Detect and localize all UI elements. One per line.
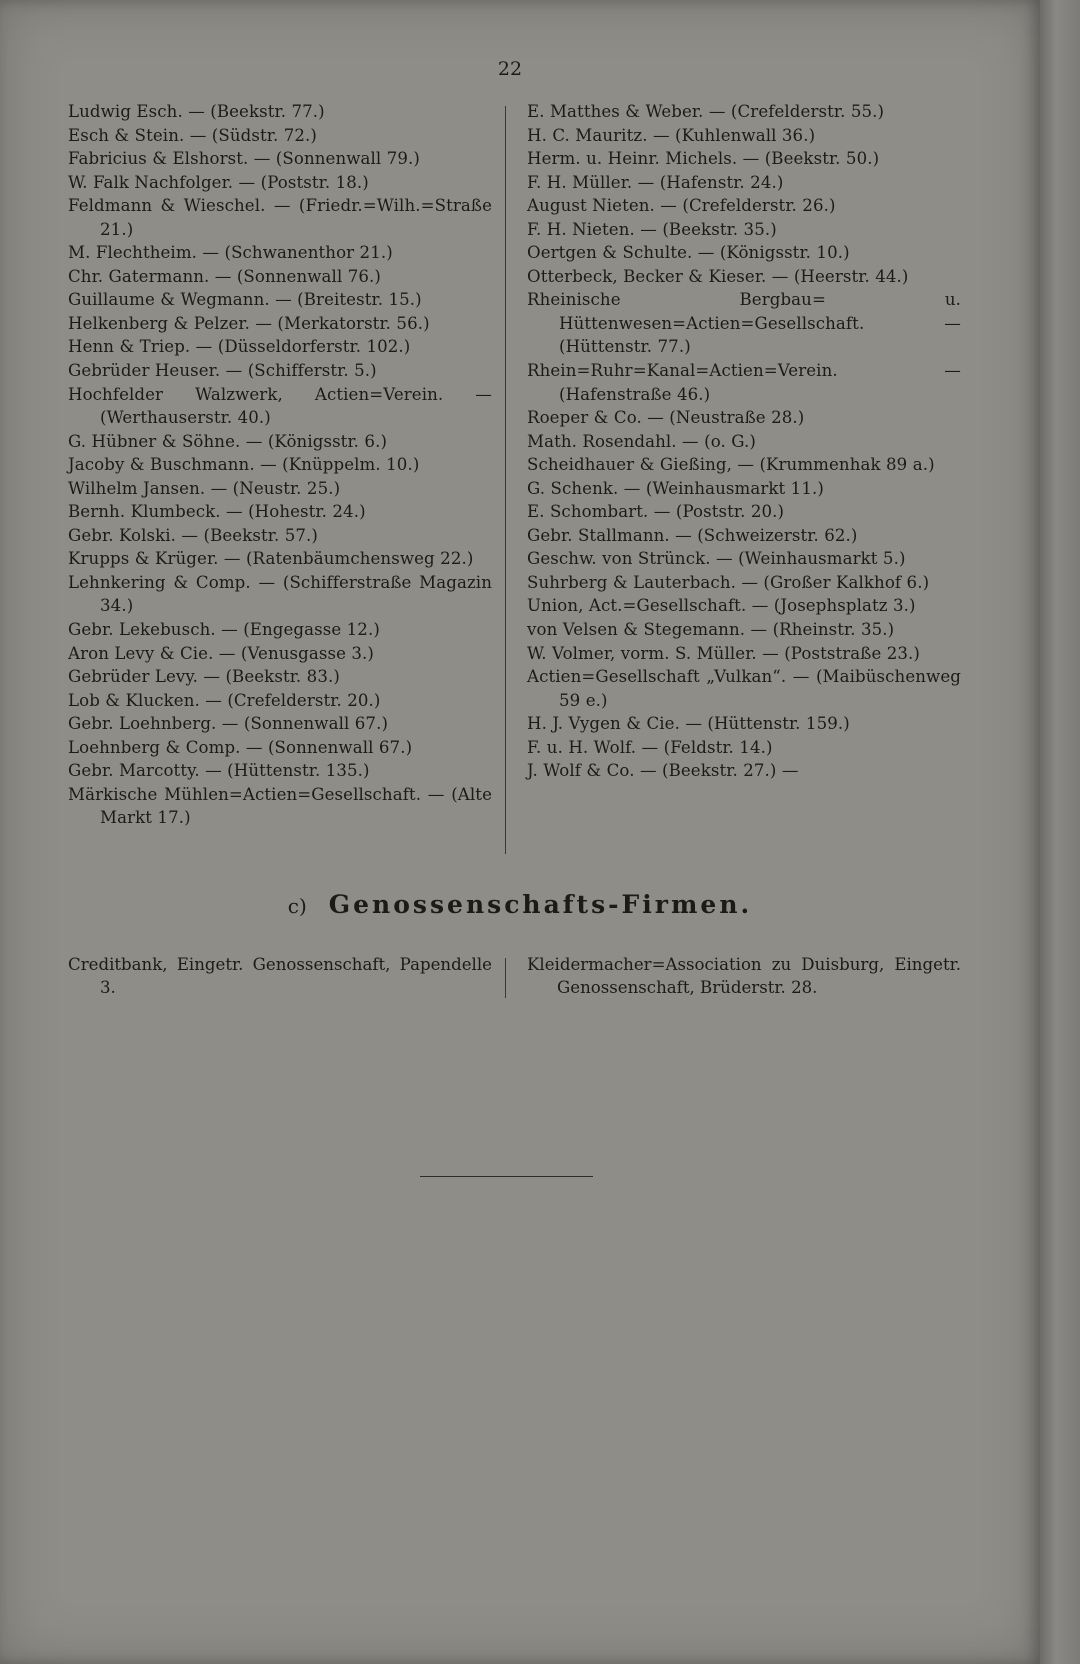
end-rule [420,1176,593,1177]
coop-left-column [68,953,492,999]
entry: Rheinische Bergbau= u. Hüttenwesen=Actien=Gesellschaft. — (Hüttenstr. 77.) [527,290,961,357]
entry: Math. Rosendahl. — (o. G.) [527,431,756,451]
entry: Krupps & Krüger. — (Ratenbäumchensweg 22.) [68,549,474,569]
entry: Gebrüder Levy. — (Beekstr. 83.) [68,667,340,687]
entry: Jacoby & Buschmann. — (Knüppelm. 10.) [68,455,420,475]
entry: Feldmann & Wieschel. — (Friedr.=Wilh.=Straße 21.) [68,196,492,239]
entry: Gebr. Stallmann. — (Schweizerstr. 62.) [527,525,858,545]
entry: Lehnkering & Comp. — (Schifferstraße Magazin 34.) [68,572,492,616]
entry: G. Hübner & Söhne. — (Königsstr. 6.) [68,431,388,451]
column-divider [505,958,506,998]
entry: Gebr. Marcotty. — (Hüttenstr. 135.) [68,761,370,781]
book-edge [1040,0,1080,1664]
entry: Lob & Klucken. — (Crefelderstr. 20.) [68,690,381,710]
entry: Märkische Mühlen=Actien=Gesellschaft. — (Alte Markt 17.) [68,784,492,828]
entry: von Velsen & Stegemann. — (Rheinstr. 35.) [527,620,895,640]
entry: Bernh. Klumbeck. — (Hohestr. 24.) [68,502,366,522]
entry: W. Falk Nachfolger. — (Poststr. 18.) [68,172,369,192]
entry: Union, Act.=Gesellschaft. — (Josephsplatz 3.) [527,596,916,616]
entry: Hochfelder Walzwerk, Actien=Verein. — (Werthauserstr. 40.) [68,384,492,428]
page-number: 22 [497,58,523,80]
column-divider [505,106,506,854]
entry: Scheidhauer & Gießing, — (Krummenhak 89 a.) [527,455,935,475]
entry: Kleidermacher=Association zu Duisburg, Eingetr. Genossenschaft, Brüderstr. 28. [527,955,961,997]
entry: Otterbeck, Becker & Kieser. — (Heerstr. 44.) [527,266,909,286]
entry: M. Flechtheim. — (Schwanenthor 21.) [68,243,393,263]
left-column [68,100,492,830]
entry: Creditbank, Eingetr. Genossenschaft, Papendelle 3. [68,955,492,997]
entry: Gebr. Lekebusch. — (Engegasse 12.) [68,620,380,640]
entry: Roeper & Co. — (Neustraße 28.) [527,408,805,428]
entry: Suhrberg & Lauterbach. — (Großer Kalkhof 6.) [527,572,930,592]
entry: G. Schenk. — (Weinhausmarkt 11.) [527,478,824,498]
entry: J. Wolf & Co. — (Beekstr. 27.) — [527,761,799,781]
entry: Gebrüder Heuser. — (Schifferstr. 5.) [68,361,377,381]
entry: Wilhelm Jansen. — (Neustr. 25.) [68,478,341,498]
entry: Guillaume & Wegmann. — (Breitestr. 15.) [68,290,422,310]
entry: Rhein=Ruhr=Kanal=Actien=Verein. — (Hafenstraße 46.) [527,361,961,404]
entry: W. Volmer, vorm. S. Müller. — (Poststraße 23.) [527,643,921,663]
entry: E. Matthes & Weber. — (Crefelderstr. 55.) [527,102,885,121]
entry: H. J. Vygen & Cie. — (Hüttenstr. 159.) [527,714,850,734]
entry: Esch & Stein. — (Südstr. 72.) [68,125,317,145]
entry: Chr. Gatermann. — (Sonnenwall 76.) [68,266,381,286]
entry: Helkenberg & Pelzer. — (Merkatorstr. 56.) [68,313,430,333]
entry: Actien=Gesellschaft „Vulkan“. — (Maibüschenweg 59 e.) [527,667,961,710]
entry: F. u. H. Wolf. — (Feldstr. 14.) [527,737,773,757]
section-title: Genossenschafts-Firmen. [328,890,753,919]
entry: Loehnberg & Comp. — (Sonnenwall 67.) [68,737,413,757]
entry: E. Schombart. — (Poststr. 20.) [527,502,785,522]
section-label: c) [287,894,307,918]
entry: Geschw. von Strünck. — (Weinhausmarkt 5.) [527,549,906,569]
entry: August Nieten. — (Crefelderstr. 26.) [527,196,836,216]
section-heading [0,890,1040,919]
entry: Henn & Triep. — (Düsseldorferstr. 102.) [68,337,411,357]
entry: Fabricius & Elshorst. — (Sonnenwall 79.) [68,149,420,169]
entry: Aron Levy & Cie. — (Venusgasse 3.) [68,643,375,663]
entry: Ludwig Esch. — (Beekstr. 77.) [68,102,325,121]
entry: Oertgen & Schulte. — (Königsstr. 10.) [527,243,850,263]
entry: Gebr. Loehnberg. — (Sonnenwall 67.) [68,714,389,734]
entry: F. H. Nieten. — (Beekstr. 35.) [527,219,777,239]
coop-right-column [527,953,961,999]
entry: H. C. Mauritz. — (Kuhlenwall 36.) [527,125,816,145]
entry: F. H. Müller. — (Hafenstr. 24.) [527,172,784,192]
right-column [527,100,961,783]
entry: Herm. u. Heinr. Michels. — (Beekstr. 50.) [527,149,880,169]
entry: Gebr. Kolski. — (Beekstr. 57.) [68,525,318,545]
